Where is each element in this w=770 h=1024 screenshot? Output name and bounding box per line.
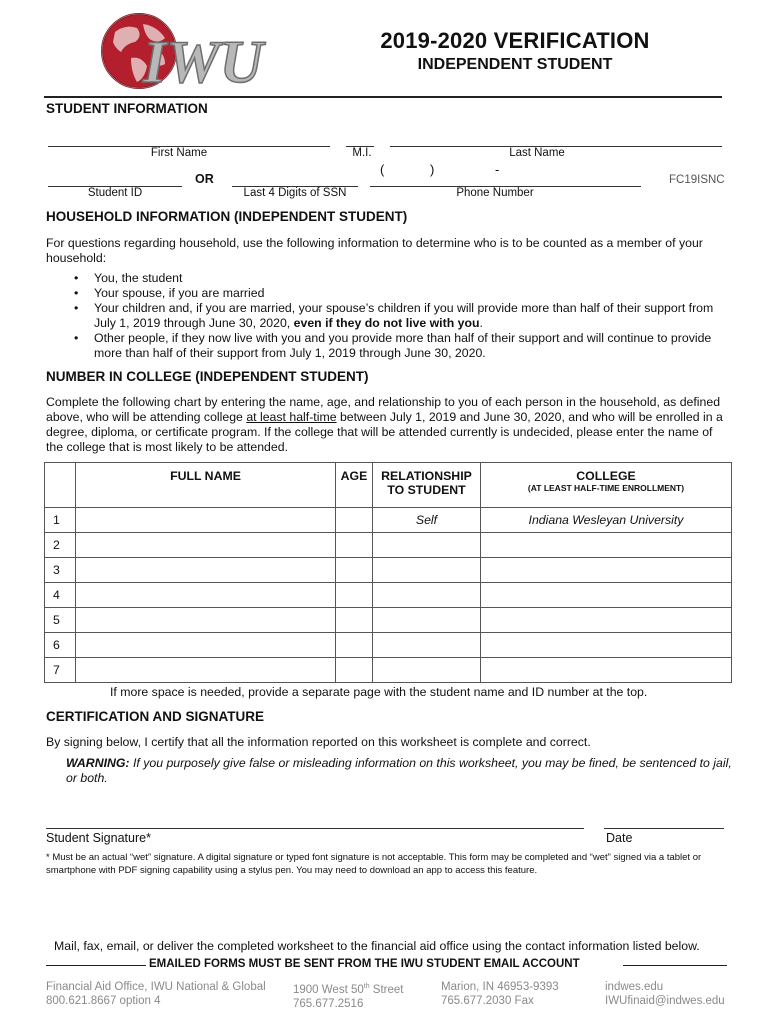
name-cell[interactable]	[76, 633, 336, 658]
table-row	[45, 608, 732, 633]
college-cell[interactable]	[481, 583, 732, 608]
signature-line[interactable]	[46, 828, 584, 829]
footer-rule-right	[623, 965, 727, 966]
certification-heading: CERTIFICATION AND SIGNATURE	[46, 709, 264, 724]
age-cell[interactable]	[336, 533, 373, 558]
mi-label: M.I.	[352, 147, 372, 159]
relationship-cell[interactable]	[373, 633, 481, 658]
row-number: 3	[45, 558, 76, 583]
footer-instructions: Mail, fax, email, or deliver the completed worksheet to the financial aid office using the contact information listed below.	[54, 939, 700, 953]
header-age-text: AGE	[340, 469, 368, 483]
table-row	[45, 633, 732, 658]
page-title: 2019-2020 VERIFICATION	[380, 28, 650, 53]
header-rel-line1: RELATIONSHIP	[381, 469, 472, 483]
relationship-cell[interactable]	[373, 658, 481, 683]
college-cell[interactable]: Indiana Wesleyan University	[481, 508, 732, 533]
relationship-cell[interactable]	[373, 533, 481, 558]
form-code: FC19ISNC	[669, 174, 725, 186]
household-list	[46, 271, 732, 361]
college-cell[interactable]	[481, 633, 732, 658]
list-item-emphasis: even if they do not live with you	[293, 316, 480, 330]
table-row	[45, 658, 732, 683]
signature-label: Student Signature*	[46, 831, 151, 845]
warning-text	[66, 756, 732, 786]
emailed-notice: EMAILED FORMS MUST BE SENT FROM THE IWU STUDENT EMAIL ACCOUNT	[149, 958, 580, 970]
street-address	[293, 980, 404, 997]
relationship-cell[interactable]	[373, 608, 481, 633]
age-cell[interactable]	[336, 583, 373, 608]
table-row	[45, 558, 732, 583]
street-address-pre: 1900 West 50	[293, 983, 364, 996]
name-cell[interactable]	[76, 583, 336, 608]
row-number: 6	[45, 633, 76, 658]
list-item: • Your spouse, if you are married	[46, 286, 732, 301]
header-college-sub: (AT LEAST HALF-TIME ENROLLMENT)	[527, 483, 685, 493]
age-cell[interactable]	[336, 608, 373, 633]
certification-statement: By signing below, I certify that all the information reported on this worksheet is complete and correct.	[46, 735, 591, 749]
logo-text: IWU	[143, 29, 264, 92]
college-intro-underline: at least half-time	[246, 410, 337, 424]
date-label: Date	[606, 831, 633, 845]
footer-rule-left	[46, 965, 146, 966]
college-cell[interactable]	[481, 608, 732, 633]
row-number: 2	[45, 533, 76, 558]
website-link[interactable]: indwes.edu	[605, 981, 664, 993]
iwu-logo	[95, 10, 275, 92]
address-phone: 765.677.2516	[293, 997, 364, 1010]
header-relationship	[373, 463, 481, 508]
or-label: OR	[195, 172, 214, 186]
phone-label: Phone Number	[456, 187, 534, 199]
street-address-post: Street	[369, 983, 404, 996]
ssn-label: Last 4 Digits of SSN	[243, 187, 347, 199]
last-name-label: Last Name	[509, 147, 565, 159]
row-number: 7	[45, 658, 76, 683]
fax-number: 765.677.2030 Fax	[441, 995, 534, 1007]
table-row	[45, 533, 732, 558]
college-cell[interactable]	[481, 658, 732, 683]
page-subtitle: INDEPENDENT STUDENT	[417, 56, 613, 73]
header-num	[45, 463, 76, 508]
name-cell[interactable]	[76, 608, 336, 633]
warning-body: If you purposely give false or misleading information on this worksheet, you may be fined, be sentenced to jail, or both.	[66, 756, 732, 785]
table-row	[45, 508, 732, 533]
name-cell[interactable]	[76, 558, 336, 583]
list-item	[46, 301, 732, 331]
phone-open-paren: (	[380, 162, 385, 177]
footer-web	[605, 980, 725, 1008]
household-heading: HOUSEHOLD INFORMATION (INDEPENDENT STUDENT)	[46, 209, 408, 224]
household-intro: For questions regarding household, use the following information to determine who is to be counted as a member of your household:	[46, 236, 703, 265]
list-item: • You, the student	[46, 271, 732, 286]
table-header-row	[45, 463, 732, 508]
relationship-cell[interactable]	[373, 558, 481, 583]
warning-label: WARNING:	[66, 756, 130, 770]
college-cell[interactable]	[481, 558, 732, 583]
header-rule	[44, 96, 722, 98]
email-link[interactable]: IWUfinaid@indwes.edu	[605, 995, 725, 1007]
college-heading: NUMBER IN COLLEGE (INDEPENDENT STUDENT)	[46, 369, 369, 384]
footer-office	[46, 980, 266, 1008]
name-cell[interactable]	[76, 508, 336, 533]
footer-address	[293, 980, 404, 1011]
phone-dash: -	[495, 162, 500, 177]
college-cell[interactable]	[481, 533, 732, 558]
relationship-cell[interactable]: Self	[373, 508, 481, 533]
list-item: • Other people, if they now live with you and you provide more than half of their support and will continue to provide more than half of their support from July 1, 2019 through June 30, 2020.	[46, 331, 732, 361]
college-intro	[46, 395, 732, 455]
footer-city	[441, 980, 559, 1008]
table-row	[45, 583, 732, 608]
college-intro-b: between July 1, 2019 and June 30, 2020, and who will be enrolled in a degree, diploma, or certificate program. If the college that will be attended currently is undecided, please enter the name of the college that is most likely to be attended.	[46, 410, 723, 454]
first-name-label: First Name	[150, 147, 208, 159]
age-cell[interactable]	[336, 633, 373, 658]
header-college	[481, 463, 732, 508]
date-line[interactable]	[604, 828, 724, 829]
phone-close-paren: )	[430, 162, 435, 177]
header-college-line1: COLLEGE	[576, 469, 636, 483]
street-address-sup: th	[363, 983, 370, 990]
list-item-end: .	[479, 316, 483, 330]
list-item-text: Your children and, if you are married, your spouse’s children if you will provide more than half of their support from July 1, 2019 through June 30, 2020,	[94, 301, 714, 330]
office-name: Financial Aid Office, IWU National & Global	[46, 981, 266, 993]
student-id-label: Student ID	[87, 187, 143, 199]
college-intro-a: Complete the following chart by entering the name, age, and relationship to you of each person in the household, as defined above, who will be attending college	[46, 395, 721, 424]
header-full-name	[76, 463, 336, 508]
more-space-note: If more space is needed, provide a separate page with the student name and ID number at the top.	[110, 685, 648, 699]
age-cell[interactable]	[336, 558, 373, 583]
household-college-table	[44, 462, 732, 683]
signature-footnote: * Must be an actual “wet” signature. A digital signature or typed font signature is not acceptable. This form may be completed and “wet” signed via a tablet or smartphone with PDF signing capability using a stylus pen. You may need to download an app to access this feature.	[46, 852, 702, 876]
age-cell[interactable]	[336, 658, 373, 683]
office-phone: 800.621.8667 option 4	[46, 995, 161, 1007]
row-number: 1	[45, 508, 76, 533]
row-number: 4	[45, 583, 76, 608]
row-number: 5	[45, 608, 76, 633]
header-full-name-text: FULL NAME	[170, 469, 241, 483]
name-cell[interactable]	[76, 533, 336, 558]
header-age	[336, 463, 373, 508]
name-cell[interactable]	[76, 658, 336, 683]
student-info-heading: STUDENT INFORMATION	[46, 101, 208, 116]
relationship-cell[interactable]	[373, 583, 481, 608]
header-rel-line2: TO STUDENT	[387, 483, 466, 497]
city-state-zip: Marion, IN 46953-9393	[441, 981, 559, 993]
age-cell[interactable]	[336, 508, 373, 533]
